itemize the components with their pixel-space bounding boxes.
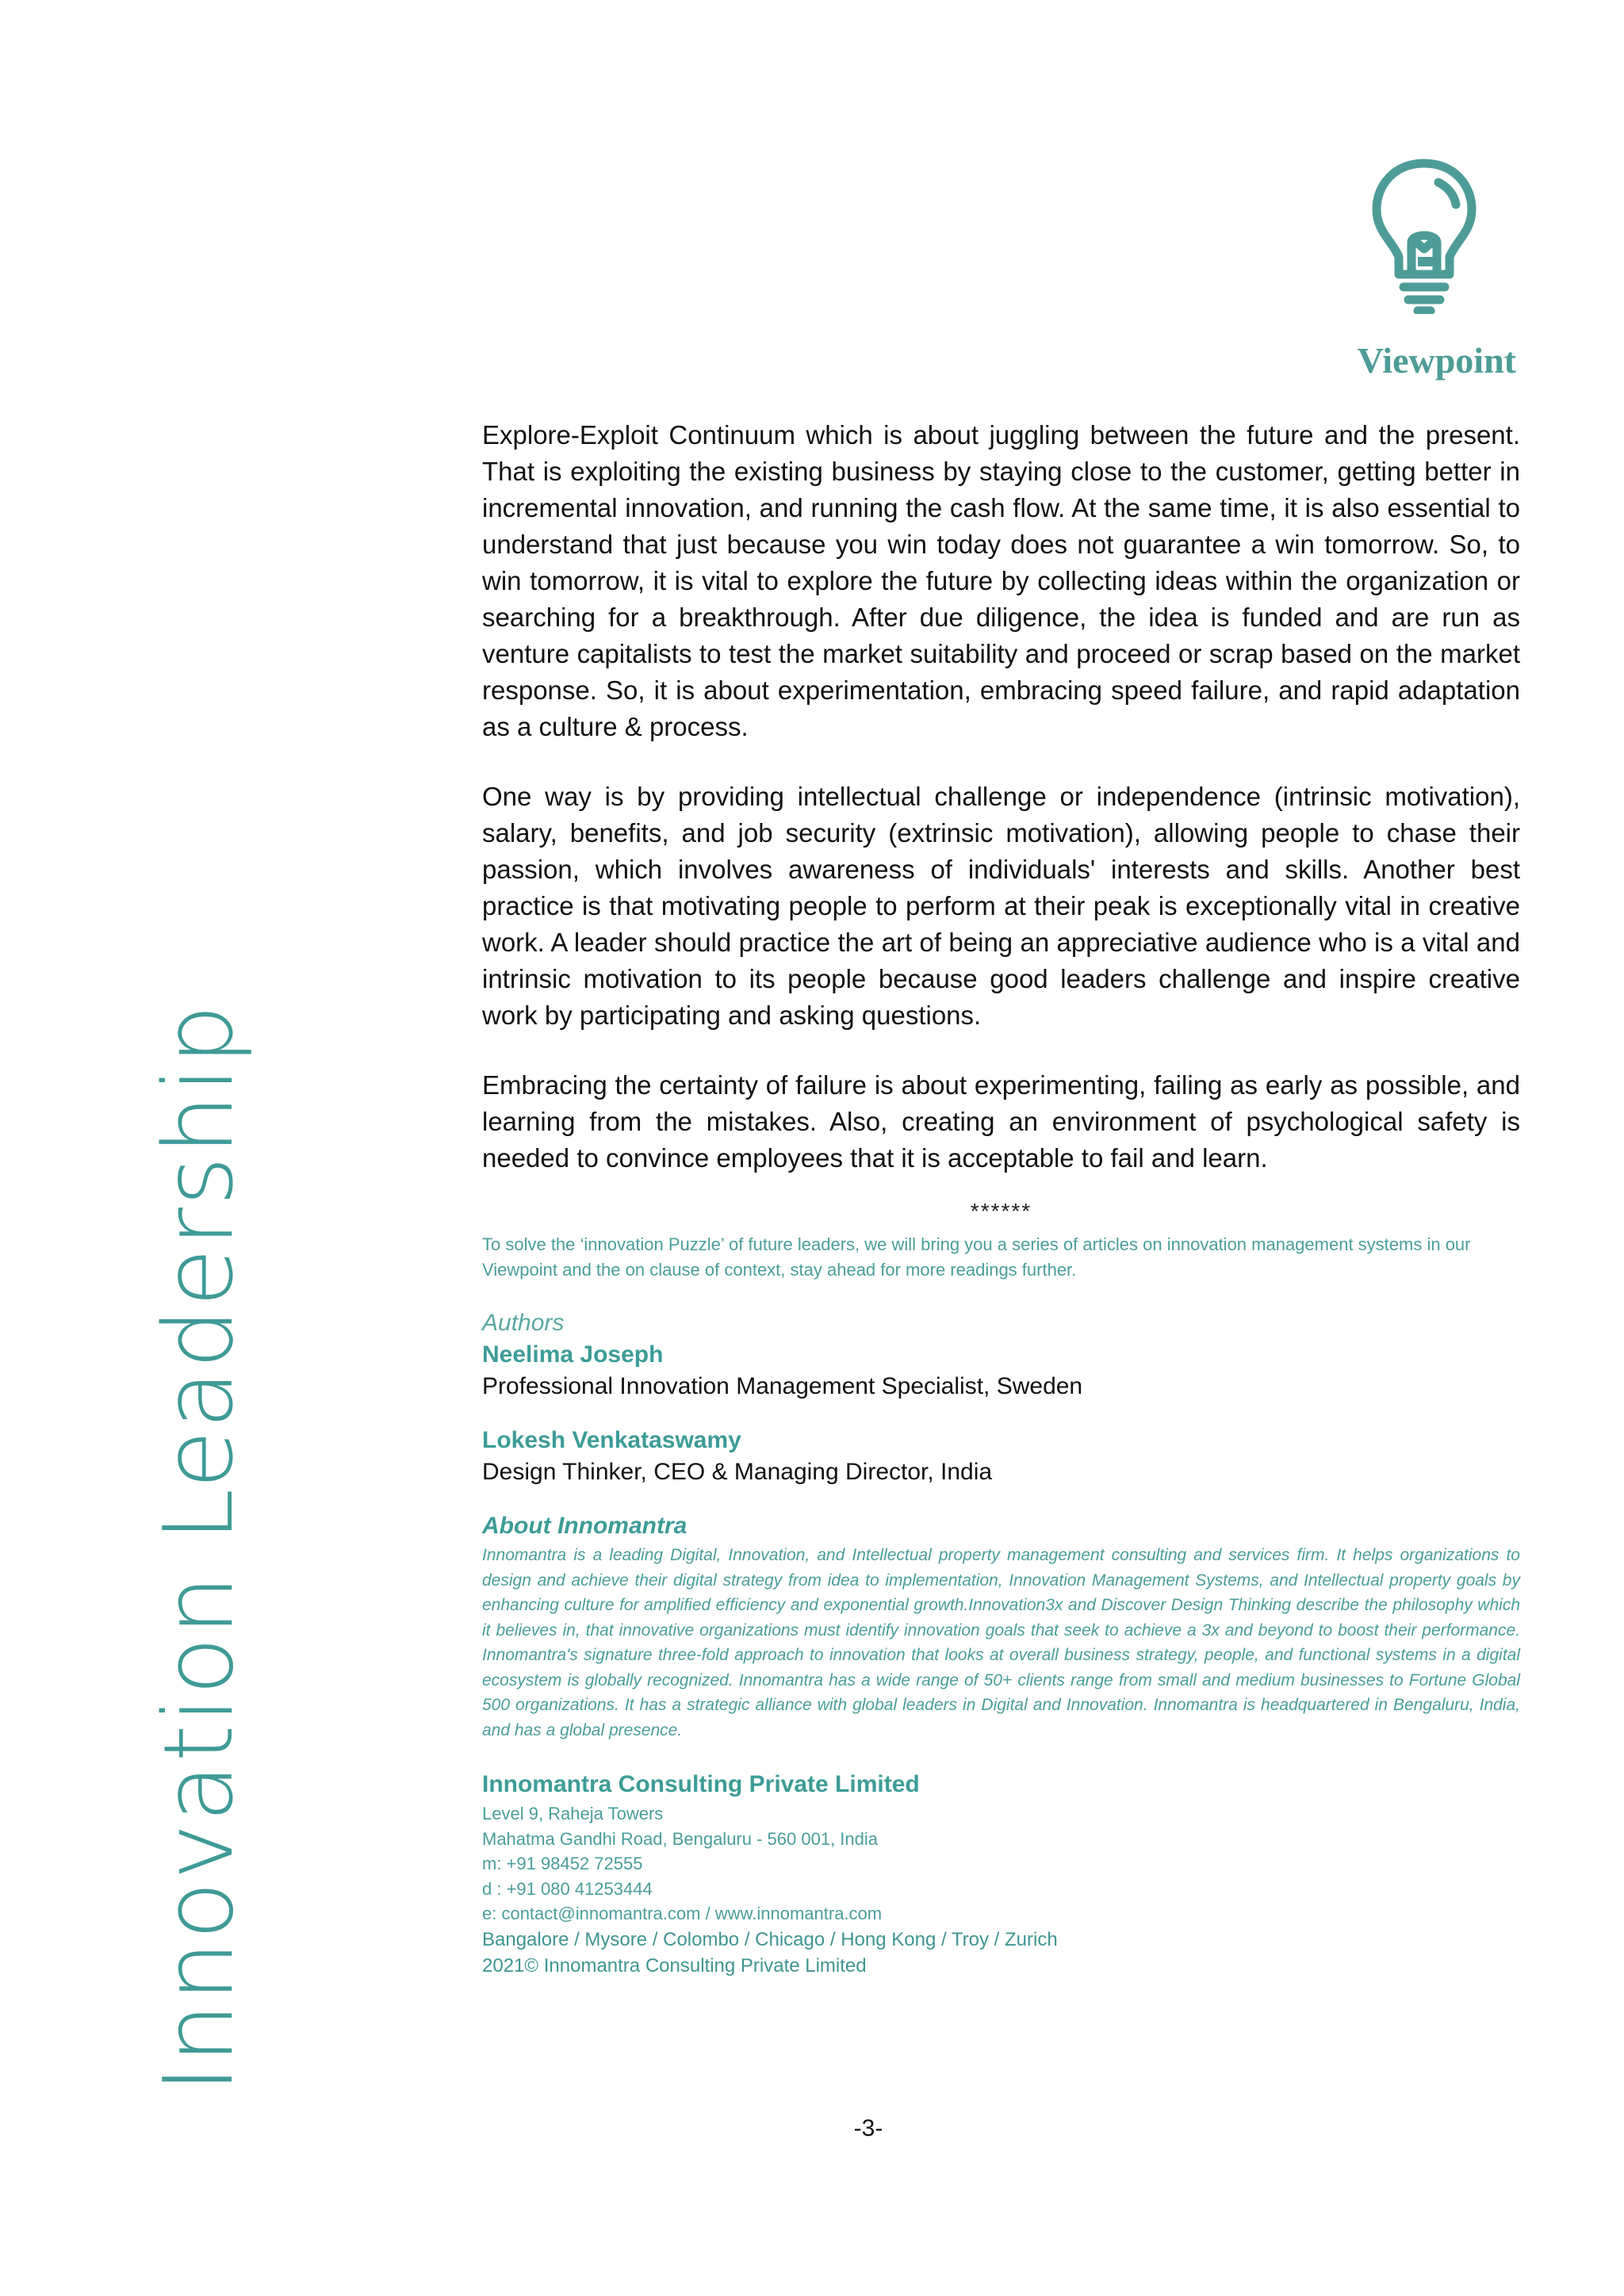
author-role: Professional Innovation Management Specialist, Sweden [482,1373,1083,1399]
vertical-section-title: Innovation Leadership [144,1002,255,2093]
side-panel [0,0,262,2296]
address-line: Mahatma Gandhi Road, Bengaluru - 560 001, India [482,1828,878,1849]
office-locations: Bangalore / Mysore / Colombo / Chicago / Hong Kong / Troy / Zurich [482,1928,1058,1950]
section-separator: ****** [970,1199,1032,1223]
about-text: Innomantra is a leading Digital, Innovation, and Intellectual property management consulting and services firm. It helps organizations to design and achieve their digital strategy from idea to implementation, Innovation Management Systems, and Intellectual property goals by enhancing culture for amplified efficiency and exponential growth.Innovation3x and Discover Design Thinking describe the philosophy which it believes in, that innovative organizations must identify innovation goals that seek to achieve a 3x and beyond to boost their performance. Innomantra's signature three-fold approach to innovation that looks at overall business strategy, people, and functional systems in a digital ecosystem is globally recognized. Innomantra has a wide range of 50+ clients range from small and medium businesses to Fortune Global 500 organizations. It has a strategic alliance with global leaders in Digital and Innovation. Innomantra is headquartered in Bengaluru, India, and has a global presence. [482,1546,1520,1739]
phone-mobile: m: +91 98452 72555 [482,1854,643,1873]
author-name: Neelima Joseph [482,1341,664,1368]
body-paragraph-3: Embracing the certainty of failure is about experimenting, failing as early as possible, and learning from the mistakes. Also, creating an environment of psychological safety is needed to convince employees that it is acceptable to fail and learn. [482,1070,1520,1173]
phone-direct: d : +91 080 41253444 [482,1878,653,1899]
body-paragraph-1: Explore-Exploit Continuum which is about juggling between the future and the present. That is exploiting the existing business by staying close to the customer, getting better in incremental innovation, and running the cash flow. At the same time, it is also essential to understand that just because you win today does not guarantee a win tomorrow. So, to win tomorrow, it is vital to explore the future by collecting ideas within the organization or searching for a breakthrough. After due diligence, the idea is funded and are run as venture capitalists to test the market suitability and proceed or scrap based on the market response. So, it is about experimentation, embracing speed failure, and rapid adaptation as a culture & process. [482,420,1520,741]
article-content [482,417,1520,1979]
copyright: 2021© Innomantra Consulting Private Limited [482,1954,867,1976]
authors-heading: Authors [482,1310,565,1336]
viewpoint-header [1329,155,1519,381]
company-name: Innomantra Consulting Private Limited [482,1771,920,1797]
address-line: Level 9, Raheja Towers [482,1804,664,1823]
email-website: e: contact@innomantra.com / www.innomantra.com [482,1904,883,1923]
about-heading: About Innomantra [482,1513,688,1539]
author-role: Design Thinker, CEO & Managing Director, India [482,1459,993,1485]
body-paragraph-2: One way is by providing intellectual challenge or independence (intrinsic motivation), salary, benefits, and job security (extrinsic motivation), allowing people to chase their passion, which involves awareness of individuals' interests and skills. Another best practice is that motivating people to perform at their peak is exceptionally vital in creative work. A leader should practice the art of being an appreciative audience who is a vital and intrinsic motivation to its people because good leaders challenge and inspire creative work by participating and asking questions. [482,782,1520,1030]
series-note: To solve the ‘innovation Puzzle’ of future leaders, we will bring you a series of articles on innovation management systems in our Viewpoint and the on clause of context, stay ahead for more readings further. [482,1234,1471,1280]
viewpoint-label: Viewpoint [1357,340,1516,381]
lightbulb-icon [1369,155,1480,314]
page-number: -3- [853,2115,883,2141]
author-name: Lokesh Venkataswamy [482,1427,741,1453]
